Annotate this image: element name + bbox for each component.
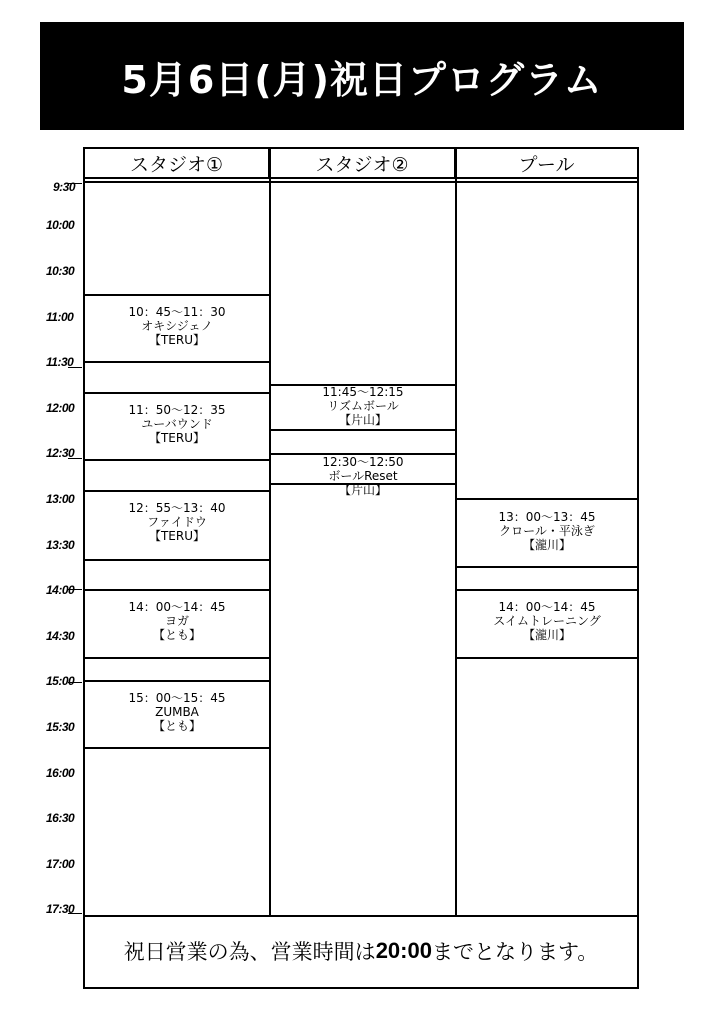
column-header-label: スタジオ① — [129, 153, 224, 176]
page-title: 5月6日(月)祝日プログラム — [121, 57, 603, 102]
event-time: 13：00～13：45 — [498, 510, 596, 524]
event-name: リズムボール — [327, 399, 399, 413]
event-time: 10：45～11：30 — [128, 305, 226, 319]
time-label: 10:00 — [46, 218, 75, 232]
time-label: 11:30 — [46, 355, 74, 369]
event-crawl-breaststroke — [457, 510, 637, 552]
event-name: ユーバウンド — [141, 417, 213, 431]
footer-text-after: までとなります。 — [431, 940, 599, 964]
event-name: オキシジェノ — [141, 319, 213, 333]
column-header-label: プール — [518, 153, 575, 176]
event-time: 11:45～12:15 — [322, 385, 404, 399]
event-instructor: 【瀧川】 — [522, 628, 571, 642]
time-label: 13:30 — [46, 538, 75, 552]
time-label: 9:30 — [53, 180, 76, 194]
event-ubound — [85, 403, 269, 445]
time-label: 14:30 — [46, 629, 75, 643]
page-title-banner — [40, 22, 684, 130]
column-header-studio2 — [270, 149, 456, 177]
event-fightdo — [85, 501, 269, 543]
event-time: 14：00～14：45 — [498, 600, 596, 614]
event-instructor: 【とも】 — [152, 628, 201, 642]
event-name: ボールReset — [328, 469, 398, 483]
time-label: 17:30 — [46, 902, 75, 916]
column-header-pool — [456, 149, 637, 177]
event-zumba — [85, 691, 269, 733]
event-instructor: 【片山】 — [338, 413, 387, 427]
event-time: 15：00～15：45 — [128, 691, 226, 705]
event-name: ZUMBA — [155, 705, 199, 719]
event-name: クロール・平泳ぎ — [499, 524, 595, 538]
header-divider — [85, 181, 637, 183]
footer-text-before: 祝日営業の為、営業時間は — [123, 940, 376, 964]
schedule-grid — [83, 147, 639, 917]
time-label: 15:00 — [46, 674, 75, 688]
event-time: 12：55～13：40 — [128, 501, 226, 515]
event-name: ヨガ — [164, 614, 189, 628]
column-header-label: スタジオ② — [315, 153, 409, 176]
time-label: 16:00 — [46, 766, 75, 780]
time-label: 13:00 — [46, 492, 75, 506]
time-label: 12:30 — [46, 446, 75, 460]
event-instructor: 【TERU】 — [148, 529, 206, 543]
event-instructor: 【瀧川】 — [522, 538, 571, 552]
footer-hours: 20:00 — [375, 938, 432, 963]
event-time: 11：50～12：35 — [128, 403, 226, 417]
event-name: ファイドウ — [147, 515, 207, 529]
column-header-studio1 — [85, 149, 270, 177]
footer-notice — [83, 915, 639, 989]
event-time: 14：00～14：45 — [128, 600, 226, 614]
time-label: 11:00 — [46, 310, 74, 324]
time-label: 17:00 — [46, 857, 75, 871]
column-divider — [269, 149, 271, 915]
time-label: 12:00 — [46, 401, 75, 415]
time-label: 16:30 — [46, 811, 75, 825]
event-yoga — [85, 600, 269, 642]
event-name: スイムトレーニング — [493, 614, 601, 628]
event-instructor: 【TERU】 — [148, 333, 206, 347]
event-swim-training — [457, 600, 637, 642]
time-label: 15:30 — [46, 720, 75, 734]
event-instructor: 【TERU】 — [148, 431, 206, 445]
event-instructor: 【片山】 — [338, 483, 387, 497]
event-time: 12:30～12:50 — [322, 455, 404, 469]
event-oxigeno — [85, 305, 269, 347]
time-label: 10:30 — [46, 264, 75, 278]
time-label: 14:00 — [46, 583, 75, 597]
event-instructor: 【とも】 — [152, 719, 201, 733]
header-divider — [85, 177, 637, 179]
event-rhythm-ball — [271, 385, 455, 427]
event-ball-reset — [271, 455, 455, 497]
